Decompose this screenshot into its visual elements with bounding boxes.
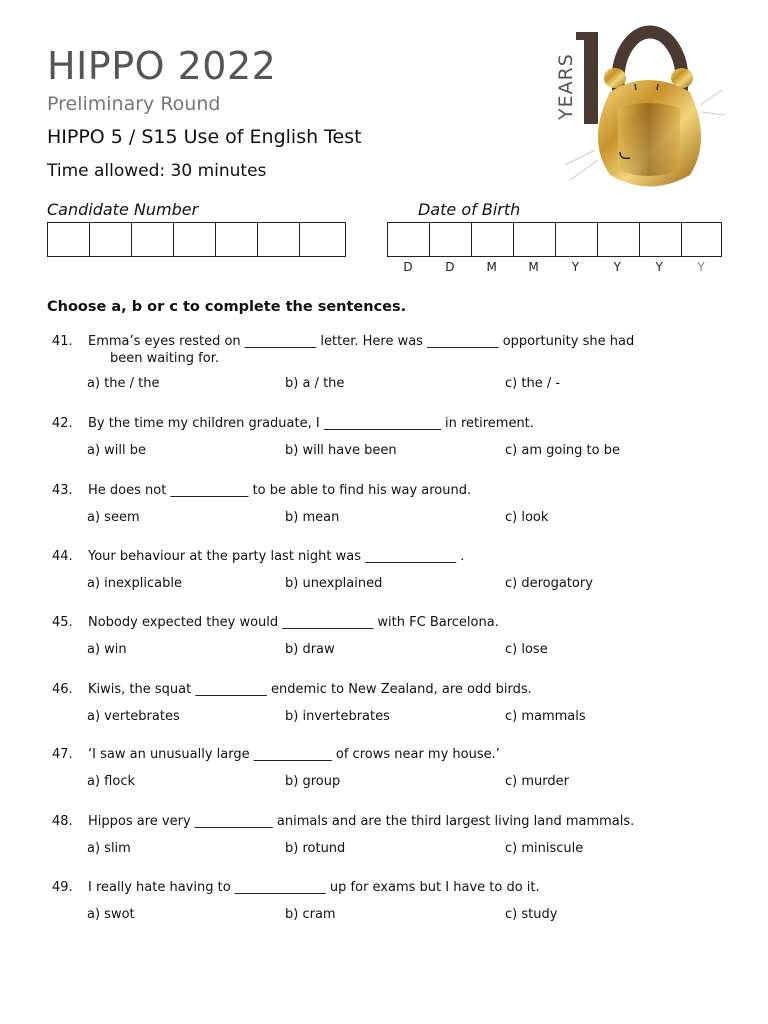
option-b[interactable]: b) cram	[285, 907, 336, 922]
dob-letter: Y	[655, 260, 663, 274]
option-b[interactable]: b) rotund	[285, 841, 346, 856]
option-b[interactable]: b) mean	[285, 510, 340, 525]
option-c[interactable]: c) look	[505, 510, 549, 525]
question-number: 46.	[52, 682, 73, 697]
option-b[interactable]: b) invertebrates	[285, 709, 390, 724]
option-b[interactable]: b) draw	[285, 642, 335, 657]
question-stem: Kiwis, the squat ___________ endemic to New Zealand, are odd birds.	[88, 682, 532, 697]
page-title: HIPPO 2022	[47, 44, 277, 88]
question-46	[52, 681, 692, 698]
question-42	[52, 415, 692, 432]
question-number: 49.	[52, 880, 73, 895]
candidate-digit-box[interactable]	[300, 223, 342, 256]
question-44	[52, 548, 692, 565]
question-number: 42.	[52, 416, 73, 431]
dob-letter: D	[445, 260, 455, 274]
option-c[interactable]: c) study	[505, 907, 558, 922]
dob-format-letters	[387, 260, 722, 274]
dob-letter: M	[486, 260, 497, 274]
question-stem: By the time my children graduate, I __________________ in retirement.	[88, 416, 534, 431]
dob-digit-box[interactable]	[556, 223, 598, 256]
instruction-text: Choose a, b or c to complete the sentences.	[47, 299, 407, 315]
option-a[interactable]: a) will be	[87, 443, 147, 458]
dob-digit-box[interactable]	[430, 223, 472, 256]
option-c[interactable]: c) am going to be	[505, 443, 620, 458]
question-stem: Nobody expected they would ______________ with FC Barcelona.	[88, 615, 499, 630]
option-a[interactable]: a) the / the	[87, 376, 160, 391]
option-a[interactable]: a) vertebrates	[87, 709, 180, 724]
date-of-birth-boxes[interactable]	[387, 222, 722, 257]
question-number: 44.	[52, 549, 73, 564]
option-b[interactable]: b) a / the	[285, 376, 345, 391]
logo-years-text: YEARS	[555, 53, 577, 120]
option-b[interactable]: b) unexplained	[285, 576, 383, 591]
dob-digit-box[interactable]	[472, 223, 514, 256]
option-c[interactable]: c) miniscule	[505, 841, 584, 856]
question-number: 41.	[52, 334, 73, 349]
dob-digit-box[interactable]	[598, 223, 640, 256]
candidate-digit-box[interactable]	[216, 223, 258, 256]
dob-digit-box[interactable]	[388, 223, 430, 256]
candidate-digit-box[interactable]	[90, 223, 132, 256]
question-41	[52, 333, 692, 367]
question-number: 48.	[52, 814, 73, 829]
dob-letter: D	[403, 260, 413, 274]
candidate-digit-box[interactable]	[48, 223, 90, 256]
question-43	[52, 482, 692, 499]
dob-letter: Y	[697, 260, 705, 274]
candidate-number-label: Candidate Number	[47, 200, 199, 219]
option-c[interactable]: c) derogatory	[505, 576, 593, 591]
option-a[interactable]: a) inexplicable	[87, 576, 182, 591]
option-a[interactable]: a) slim	[87, 841, 131, 856]
dob-letter: M	[528, 260, 539, 274]
round-subtitle: Preliminary Round	[47, 93, 221, 115]
option-c[interactable]: c) murder	[505, 774, 569, 789]
question-stem: He does not ____________ to be able to find his way around.	[88, 483, 472, 498]
logo-number-text: 10	[540, 20, 542, 21]
question-number: 45.	[52, 615, 73, 630]
candidate-digit-box[interactable]	[132, 223, 174, 256]
dob-letter: Y	[613, 260, 621, 274]
question-number: 47.	[52, 747, 73, 762]
dob-digit-box[interactable]	[514, 223, 556, 256]
option-b[interactable]: b) will have been	[285, 443, 397, 458]
option-b[interactable]: b) group	[285, 774, 341, 789]
question-47	[52, 746, 692, 763]
option-a[interactable]: a) win	[87, 642, 127, 657]
time-allowed: Time allowed: 30 minutes	[47, 161, 267, 181]
option-a[interactable]: a) swot	[87, 907, 135, 922]
question-stem: Your behaviour at the party last night was ______________ .	[88, 549, 465, 564]
option-c[interactable]: c) the / -	[505, 376, 561, 391]
question-stem: Emma’s eyes rested on ___________ letter. Here was ___________ opportunity she had	[88, 334, 635, 349]
date-of-birth-label: Date of Birth	[418, 200, 521, 219]
question-48	[52, 813, 692, 830]
option-c[interactable]: c) mammals	[505, 709, 586, 724]
question-stem: Hippos are very ____________ animals and are the third largest living land mammals.	[88, 814, 635, 829]
question-49	[52, 879, 692, 896]
candidate-number-boxes[interactable]	[47, 222, 346, 257]
option-c[interactable]: c) lose	[505, 642, 548, 657]
question-stem: I really hate having to ______________ up for exams but I have to do it.	[88, 880, 540, 895]
question-stem-continued: been waiting for.	[110, 351, 219, 366]
question-stem: ‘I saw an unusually large ____________ of crows near my house.’	[88, 747, 500, 762]
question-number: 43.	[52, 483, 73, 498]
dob-digit-box[interactable]	[640, 223, 682, 256]
hippo-10-years-logo	[540, 20, 730, 200]
question-45	[52, 614, 692, 631]
option-a[interactable]: a) flock	[87, 774, 135, 789]
candidate-digit-box[interactable]	[258, 223, 300, 256]
dob-letter: Y	[571, 260, 580, 274]
dob-digit-box[interactable]	[682, 223, 717, 256]
option-a[interactable]: a) seem	[87, 510, 140, 525]
candidate-digit-box[interactable]	[174, 223, 216, 256]
test-name: HIPPO 5 / S15 Use of English Test	[47, 126, 362, 148]
